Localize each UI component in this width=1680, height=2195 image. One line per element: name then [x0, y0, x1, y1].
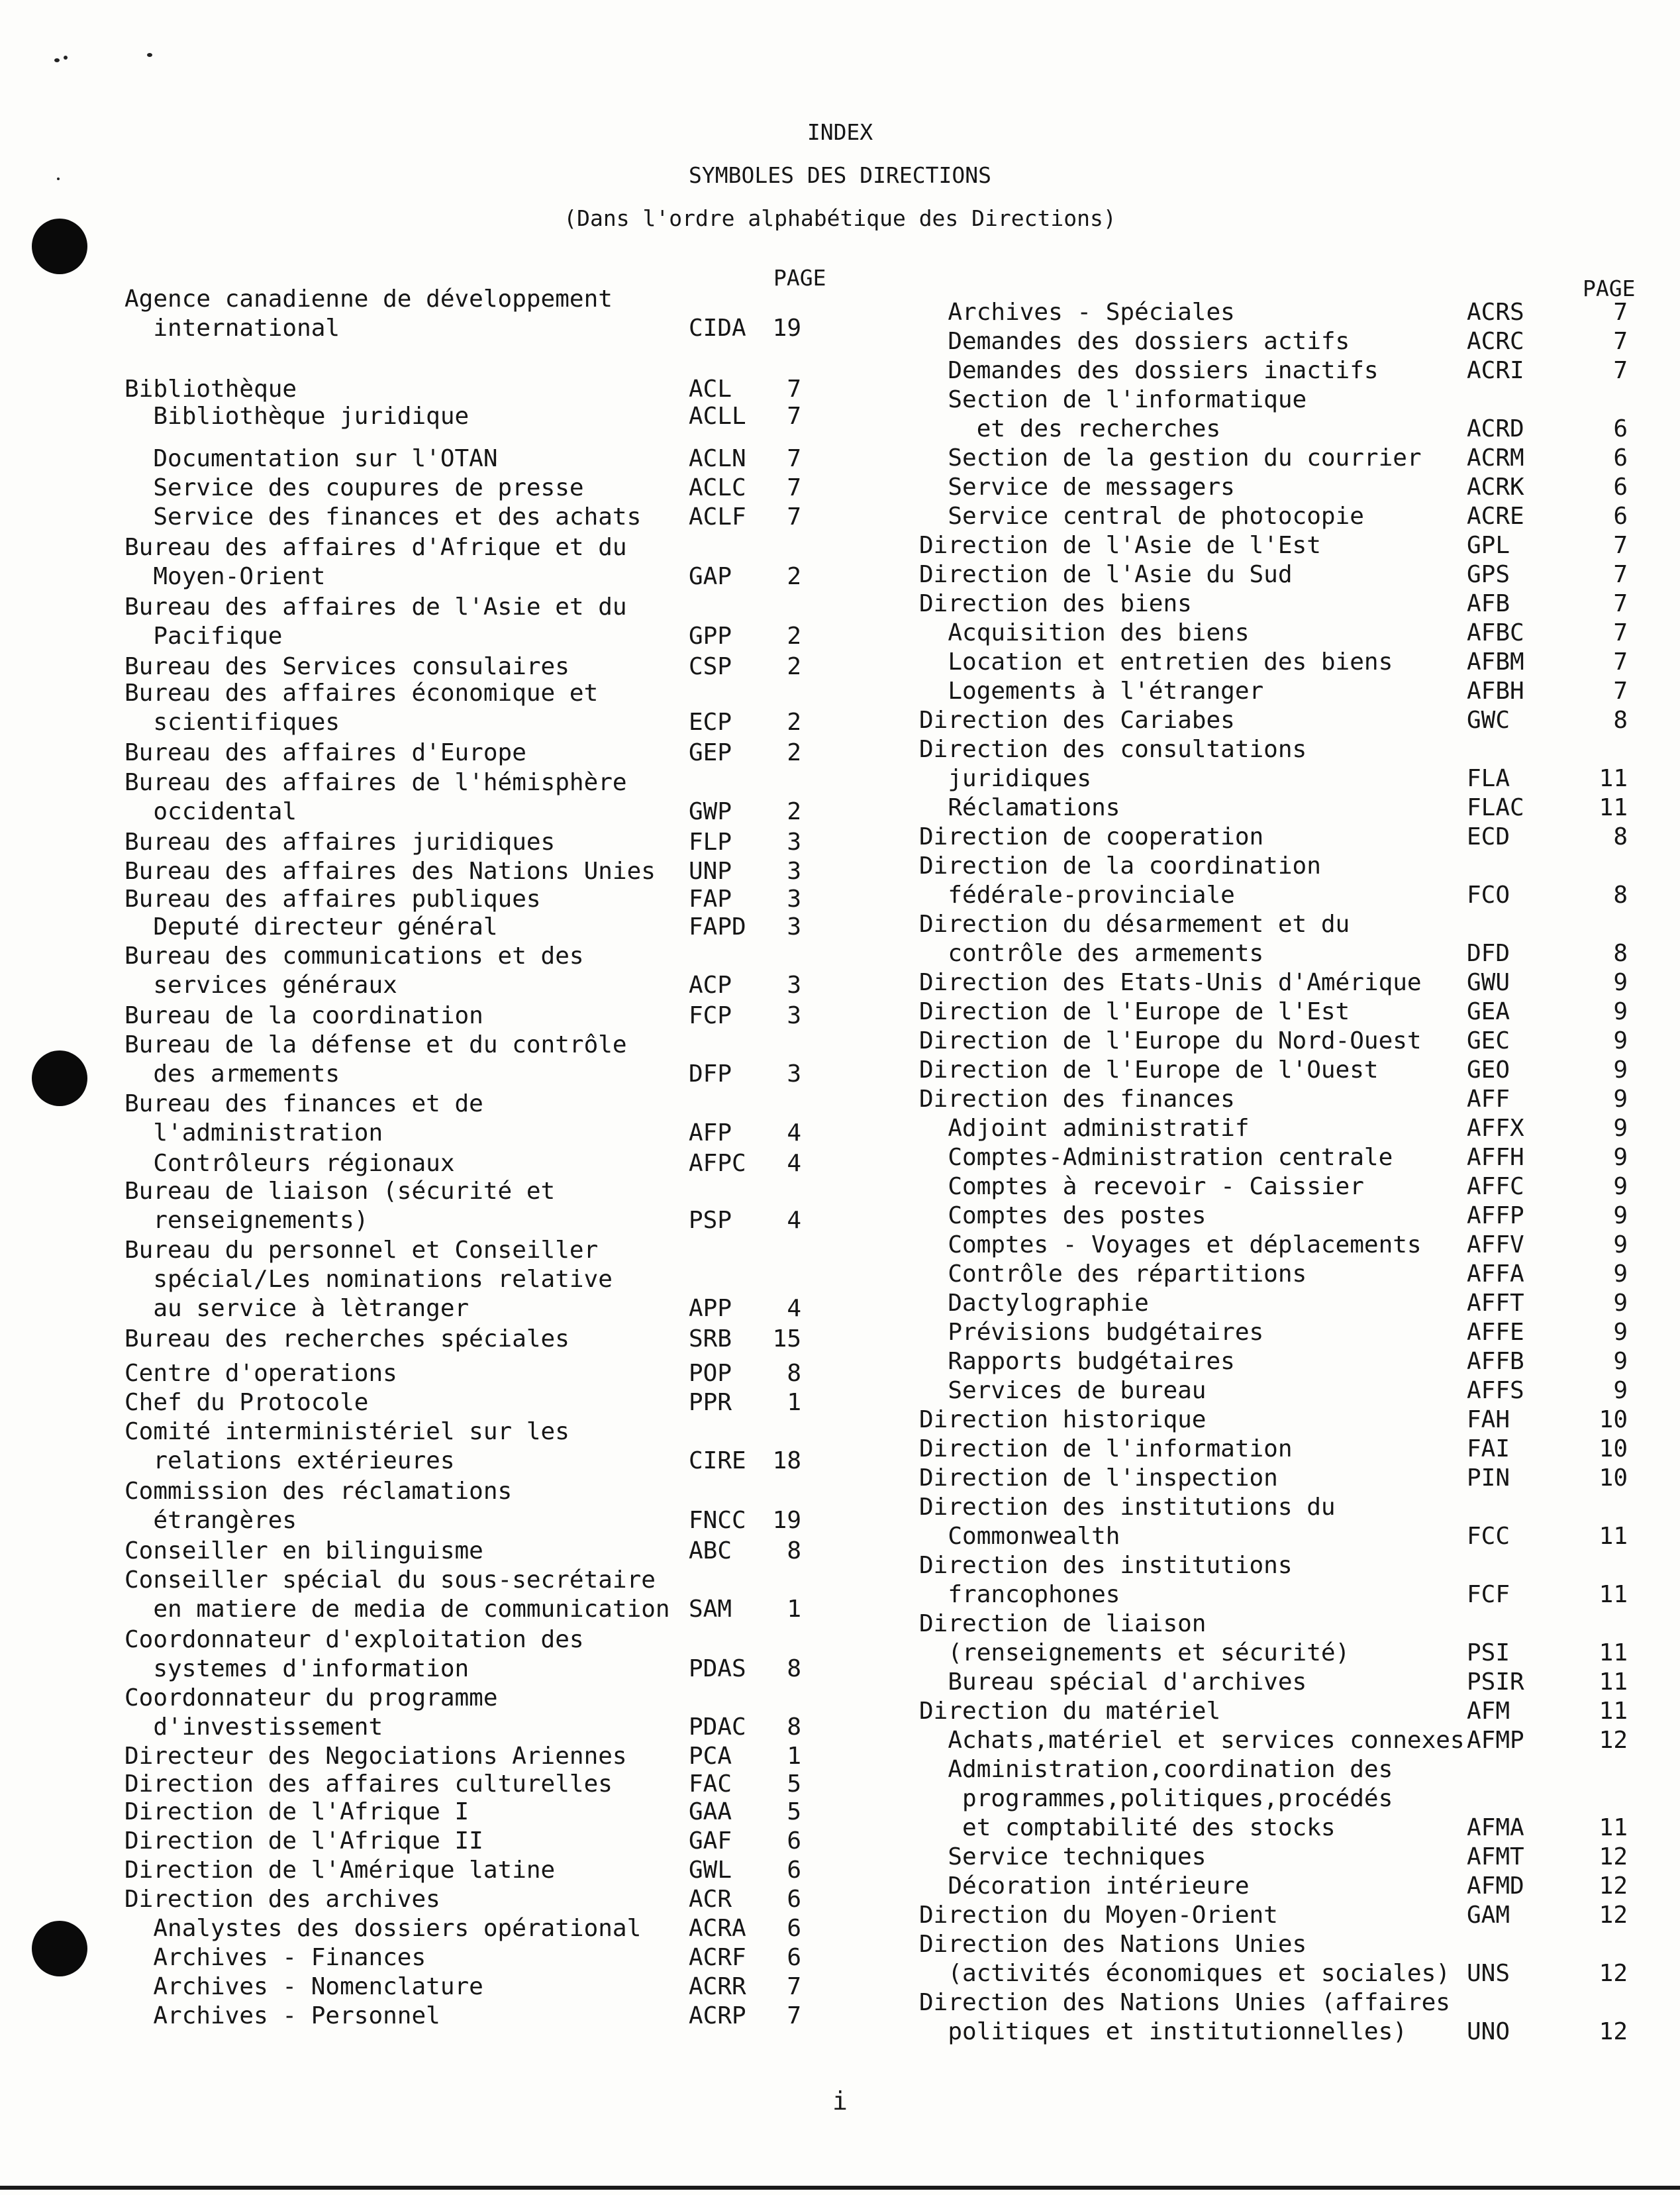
entry-name: Conseiller en bilinguisme	[124, 1537, 483, 1564]
entry-page-number: 3	[787, 829, 801, 856]
entry-name: Logements à l'étranger	[919, 678, 1264, 705]
entry-symbol: ACRA	[689, 1915, 746, 1942]
entry-symbol: AFFA	[1467, 1260, 1524, 1288]
entry-page-number: 10	[1599, 1464, 1628, 1492]
entry-page-number: 6	[787, 1944, 801, 1971]
entry-symbol: AFFV	[1467, 1231, 1524, 1258]
entry-name: Centre d'operations	[124, 1360, 397, 1387]
entry-name: Services de bureau	[919, 1377, 1207, 1404]
entry-name: Rapports budgétaires	[919, 1348, 1235, 1375]
entry-symbol: FLP	[689, 829, 732, 856]
entry-symbol: PSI	[1467, 1639, 1510, 1666]
entry-name: Direction des consultations juridiques	[919, 736, 1307, 792]
entry-name: Bibliothèque juridique	[124, 403, 469, 430]
entry-page-number: 7	[1613, 357, 1628, 384]
entry-page-number: 9	[1613, 1144, 1628, 1171]
entry-symbol: GEC	[1467, 1027, 1510, 1054]
entry-symbol: UNP	[689, 858, 732, 885]
entry-name: Achats,matériel et services connexes	[919, 1727, 1465, 1754]
entry-page-number: 2	[787, 739, 801, 766]
entry-page-number: 2	[787, 709, 801, 736]
entry-symbol: ACRI	[1467, 357, 1524, 384]
entry-symbol: FCP	[689, 1002, 732, 1029]
entry-page-number: 19	[772, 315, 801, 342]
entry-name: Section de la gestion du courrier	[919, 444, 1422, 472]
entry-name: Direction des Etats-Unis d'Amérique	[919, 969, 1422, 996]
punch-hole-bottom	[32, 1921, 87, 1976]
entry-name: Directeur des Negociations Ariennes	[124, 1743, 627, 1770]
entry-symbol: ACRE	[1467, 503, 1524, 530]
entry-symbol: AFM	[1467, 1698, 1510, 1725]
entry-symbol: ABC	[689, 1537, 732, 1564]
entry-name: Demandes des dossiers inactifs	[919, 357, 1379, 384]
entry-name: Bureau des affaires d'Afrique et du Moyen-Orient	[124, 534, 627, 590]
entry-page-number: 8	[787, 1537, 801, 1564]
entry-symbol: AFMT	[1467, 1843, 1524, 1870]
entry-name: Direction des Cariabes	[919, 707, 1235, 734]
entry-page-number: 9	[1613, 1348, 1628, 1375]
entry-page-number: 6	[787, 1886, 801, 1913]
entry-page-number: 6	[787, 1827, 801, 1855]
entry-name: Direction du matériel	[919, 1698, 1221, 1725]
entry-name: Coordonnateur d'exploitation des systemes d'information	[124, 1626, 584, 1682]
entry-symbol: AFFE	[1467, 1319, 1524, 1346]
entry-name: Direction de l'Amérique latine	[124, 1857, 556, 1884]
entry-symbol: FCC	[1467, 1523, 1510, 1550]
entry-symbol: FAPD	[689, 913, 746, 941]
entry-name: Direction des institutions francophones	[919, 1552, 1293, 1608]
entry-page-number: 11	[1599, 1581, 1628, 1608]
entry-name: Archives - Finances	[124, 1944, 426, 1971]
entry-page-number: 2	[787, 623, 801, 650]
entry-name: Direction de liaison (renseignements et sécurité)	[919, 1610, 1350, 1666]
entry-name: Acquisition des biens	[919, 619, 1250, 646]
entry-page-number: 7	[787, 376, 801, 403]
entry-page-number: 8	[787, 1360, 801, 1387]
entry-symbol: ACLL	[689, 403, 746, 430]
entry-symbol: FAP	[689, 886, 732, 913]
entry-page-number: 6	[787, 1857, 801, 1884]
entry-symbol: AFP	[689, 1119, 732, 1147]
entry-page-number: 9	[1613, 1027, 1628, 1054]
entry-page-number: 7	[787, 2002, 801, 2029]
entry-page-number: 12	[1599, 1960, 1628, 1987]
index-subtitle: SYMBOLES DES DIRECTIONS	[689, 162, 991, 188]
entry-symbol: ACRS	[1467, 299, 1524, 326]
entry-page-number: 8	[1613, 707, 1628, 734]
entry-symbol: AFB	[1467, 590, 1510, 617]
entry-symbol: AFMA	[1467, 1814, 1524, 1841]
entry-name: Archives - Spéciales	[919, 299, 1235, 326]
entry-name: Direction du désarmement et du contrôle des armements	[919, 911, 1350, 967]
entry-page-number: 11	[1599, 1639, 1628, 1666]
entry-name: Comptes des postes	[919, 1202, 1207, 1229]
entry-symbol: GWL	[689, 1857, 732, 1884]
entry-name: Commission des réclamations étrangères	[124, 1478, 513, 1534]
entry-page-number: 1	[787, 1389, 801, 1416]
entry-symbol: ECP	[689, 709, 732, 736]
entry-symbol: PDAC	[689, 1713, 746, 1741]
entry-name: Dactylographie	[919, 1290, 1149, 1317]
entry-symbol: FCO	[1467, 882, 1510, 909]
entry-symbol: ACLF	[689, 503, 746, 531]
entry-symbol: GPL	[1467, 532, 1510, 559]
entry-page-number: 2	[787, 563, 801, 590]
right-page-header: PAGE	[1583, 276, 1636, 301]
entry-symbol: PCA	[689, 1743, 732, 1770]
entry-symbol: AFFH	[1467, 1144, 1524, 1171]
entry-symbol: GAP	[689, 563, 732, 590]
entry-page-number: 6	[787, 1915, 801, 1942]
entry-symbol: AFFS	[1467, 1377, 1524, 1404]
entry-page-number: 11	[1599, 765, 1628, 792]
entry-symbol: CIRE	[689, 1447, 746, 1474]
entry-page-number: 7	[1613, 328, 1628, 355]
entry-symbol: PPR	[689, 1389, 732, 1416]
entry-page-number: 9	[1613, 1202, 1628, 1229]
entry-name: Bureau de liaison (sécurité et renseignements)	[124, 1178, 556, 1234]
entry-name: Bureau de la coordination	[124, 1002, 483, 1029]
entry-page-number: 3	[787, 1002, 801, 1029]
entry-name: Bureau des Services consulaires	[124, 653, 569, 680]
entry-page-number: 9	[1613, 998, 1628, 1025]
entry-name: Prévisions budgétaires	[919, 1319, 1264, 1346]
entry-page-number: 6	[1613, 444, 1628, 472]
entry-page-number: 9	[1613, 969, 1628, 996]
entry-name: Coordonnateur du programme d'investissement	[124, 1684, 498, 1741]
entry-symbol: ACRR	[689, 1973, 746, 2000]
entry-name: Comptes-Administration centrale	[919, 1144, 1393, 1171]
entry-page-number: 12	[1599, 1727, 1628, 1754]
entry-page-number: 9	[1613, 1231, 1628, 1258]
entry-page-number: 7	[1613, 590, 1628, 617]
entry-symbol: AFFX	[1467, 1115, 1524, 1142]
entry-page-number: 18	[772, 1447, 801, 1474]
entry-name: Bureau du personnel et Conseiller spécial/Les nominations relative au service à lètranger	[124, 1237, 613, 1322]
entry-name: Bureau de la défense et du contrôle des armements	[124, 1031, 627, 1088]
entry-symbol: GWC	[1467, 707, 1510, 734]
entry-symbol: ACP	[689, 972, 732, 999]
entry-page-number: 11	[1599, 1814, 1628, 1841]
entry-name: Direction de l'information	[919, 1435, 1293, 1462]
entry-page-number: 9	[1613, 1173, 1628, 1200]
entry-name: Demandes des dossiers actifs	[919, 328, 1350, 355]
entry-symbol: FLAC	[1467, 794, 1524, 821]
entry-name: Bureau des finances et de l'administration	[124, 1090, 483, 1147]
entry-name: Comptes - Voyages et déplacements	[919, 1231, 1422, 1258]
entry-name: Bureau des affaires de l'hémisphère occidental	[124, 769, 627, 825]
entry-page-number: 9	[1613, 1319, 1628, 1346]
entry-symbol: ACRP	[689, 2002, 746, 2029]
entry-symbol: GEA	[1467, 998, 1510, 1025]
entry-symbol: GEO	[1467, 1056, 1510, 1084]
entry-symbol: FLA	[1467, 765, 1510, 792]
entry-name: Direction du Moyen-Orient	[919, 1902, 1278, 1929]
scan-speck	[54, 58, 60, 62]
scan-speck	[147, 53, 152, 57]
entry-page-number: 11	[1599, 1668, 1628, 1696]
entry-symbol: SAM	[689, 1596, 732, 1623]
entry-name: Direction de l'Asie du Sud	[919, 561, 1293, 588]
entry-symbol: GAF	[689, 1827, 732, 1855]
entry-name: Direction de l'Europe du Nord-Ouest	[919, 1027, 1422, 1054]
entry-name: Agence canadienne de développement international	[124, 285, 613, 342]
entry-page-number: 9	[1613, 1115, 1628, 1142]
entry-page-number: 3	[787, 1060, 801, 1088]
entry-page-number: 4	[787, 1150, 801, 1177]
entry-symbol: ACRC	[1467, 328, 1524, 355]
entry-page-number: 7	[787, 403, 801, 430]
entry-name: Direction de l'Europe de l'Ouest	[919, 1056, 1379, 1084]
entry-page-number: 10	[1599, 1406, 1628, 1433]
entry-name: Direction de l'inspection	[919, 1464, 1278, 1492]
entry-symbol: UNS	[1467, 1960, 1510, 1987]
entry-symbol: GEP	[689, 739, 732, 766]
entry-name: Direction des institutions du Commonwealth	[919, 1494, 1336, 1550]
scan-speck	[64, 56, 68, 60]
entry-symbol: DFD	[1467, 940, 1510, 967]
entry-name: Location et entretien des biens	[919, 648, 1393, 676]
entry-name: Bureau des communications et des services généraux	[124, 943, 584, 999]
entry-name: Décoration intérieure	[919, 1872, 1250, 1900]
entry-name: Service central de photocopie	[919, 503, 1364, 530]
entry-page-number: 1	[787, 1596, 801, 1623]
entry-name: Direction des finances	[919, 1086, 1235, 1113]
entry-page-number: 4	[787, 1119, 801, 1147]
entry-page-number: 9	[1613, 1056, 1628, 1084]
entry-symbol: PSP	[689, 1207, 732, 1234]
entry-page-number: 8	[1613, 940, 1628, 967]
entry-page-number: 10	[1599, 1435, 1628, 1462]
entry-name: Bureau des affaires d'Europe	[124, 739, 526, 766]
entry-name: Administration,coordination des programmes,politiques,procédés et comptabilité des stocks	[948, 1756, 1393, 1841]
entry-page-number: 11	[1599, 794, 1628, 821]
entry-name: Comité interministériel sur les relations extérieures	[124, 1418, 569, 1474]
entry-name: Direction historique	[919, 1406, 1207, 1433]
entry-name: Direction des biens	[919, 590, 1192, 617]
entry-symbol: ACR	[689, 1886, 732, 1913]
entry-name: Direction de l'Europe de l'Est	[919, 998, 1350, 1025]
entry-page-number: 3	[787, 972, 801, 999]
index-note: (Dans l'ordre alphabétique des Directions)	[564, 205, 1116, 231]
entry-symbol: GAM	[1467, 1902, 1510, 1929]
entry-name: Documentation sur l'OTAN	[124, 445, 498, 472]
entry-symbol: PIN	[1467, 1464, 1510, 1492]
entry-symbol: UNO	[1467, 2018, 1510, 2045]
entry-page-number: 8	[787, 1655, 801, 1682]
entry-symbol: GPP	[689, 623, 732, 650]
entry-page-number: 2	[787, 653, 801, 680]
entry-symbol: AFMD	[1467, 1872, 1524, 1900]
entry-name: Adjoint administratif	[919, 1115, 1250, 1142]
entry-name: Direction de l'Afrique II	[124, 1827, 483, 1855]
entry-name: Comptes à recevoir - Caissier	[919, 1173, 1364, 1200]
entry-symbol: ECD	[1467, 823, 1510, 850]
entry-name: Service de messagers	[919, 474, 1235, 501]
entry-symbol: FCF	[1467, 1581, 1510, 1608]
entry-symbol: FNCC	[689, 1507, 746, 1534]
entry-page-number: 5	[787, 1770, 801, 1798]
entry-symbol: FAI	[1467, 1435, 1510, 1462]
entry-page-number: 9	[1613, 1086, 1628, 1113]
entry-symbol: AFFP	[1467, 1202, 1524, 1229]
entry-page-number: 9	[1613, 1260, 1628, 1288]
entry-page-number: 5	[787, 1798, 801, 1825]
entry-page-number: 6	[1613, 503, 1628, 530]
entry-page-number: 8	[787, 1713, 801, 1741]
entry-page-number: 7	[787, 445, 801, 472]
entry-page-number: 3	[787, 913, 801, 941]
entry-symbol: CSP	[689, 653, 732, 680]
entry-page-number: 1	[787, 1743, 801, 1770]
entry-name: Direction des Nations Unies (activités économiques et sociales)	[919, 1931, 1450, 1987]
entry-symbol: APP	[689, 1295, 732, 1322]
entry-page-number: 9	[1613, 1290, 1628, 1317]
entry-page-number: 2	[787, 798, 801, 825]
entry-page-number: 19	[772, 1507, 801, 1534]
entry-page-number: 15	[772, 1325, 801, 1353]
entry-name: Bureau des affaires des Nations Unies	[124, 858, 656, 885]
entry-page-number: 6	[1613, 474, 1628, 501]
entry-page-number: 7	[787, 474, 801, 501]
entry-name: Contrôleurs régionaux	[124, 1150, 455, 1177]
entry-page-number: 12	[1599, 1872, 1628, 1900]
entry-symbol: GWP	[689, 798, 732, 825]
entry-symbol: ACLC	[689, 474, 746, 501]
entry-page-number: 11	[1599, 1698, 1628, 1725]
entry-symbol: ACRF	[689, 1944, 746, 1971]
entry-page-number: 7	[1613, 299, 1628, 326]
entry-name: Archives - Personnel	[124, 2002, 440, 2029]
entry-name: Direction de l'Afrique I	[124, 1798, 469, 1825]
entry-symbol: ACRD	[1467, 415, 1524, 442]
entry-page-number: 12	[1599, 1902, 1628, 1929]
entry-symbol: AFBM	[1467, 648, 1524, 676]
entry-symbol: ACL	[689, 376, 732, 403]
entry-name: Service des coupures de presse	[124, 474, 584, 501]
entry-name: Bureau spécial d'archives	[919, 1668, 1307, 1696]
entry-page-number: 4	[787, 1207, 801, 1234]
entry-name: Deputé directeur général	[124, 913, 498, 941]
entry-symbol: ACRK	[1467, 474, 1524, 501]
entry-page-number: 4	[787, 1295, 801, 1322]
entry-symbol: AFMP	[1467, 1727, 1524, 1754]
entry-name: Bureau des recherches spéciales	[124, 1325, 569, 1353]
entry-symbol: AFFT	[1467, 1290, 1524, 1317]
left-page-header: PAGE	[773, 265, 826, 291]
entry-symbol: AFFB	[1467, 1348, 1524, 1375]
entry-page-number: 3	[787, 886, 801, 913]
entry-page-number: 7	[1613, 648, 1628, 676]
entry-name: Réclamations	[919, 794, 1120, 821]
entry-symbol: AFBC	[1467, 619, 1524, 646]
bottom-edge-rule	[0, 2186, 1680, 2190]
entry-name: Direction des archives	[124, 1886, 440, 1913]
entry-name: Direction des Nations Unies (affaires politiques et institutionnelles)	[919, 1989, 1450, 2045]
entry-name: Section de l'informatique et des recherches	[948, 386, 1307, 442]
punch-hole-middle	[32, 1050, 87, 1106]
entry-page-number: 11	[1599, 1523, 1628, 1550]
entry-page-number: 9	[1613, 1377, 1628, 1404]
entry-symbol: CIDA	[689, 315, 746, 342]
entry-page-number: 8	[1613, 823, 1628, 850]
entry-name: Bureau des affaires publiques	[124, 886, 541, 913]
entry-symbol: AFBH	[1467, 678, 1524, 705]
page-number: i	[832, 2086, 848, 2116]
entry-name: Bureau des affaires juridiques	[124, 829, 556, 856]
entry-symbol: SRB	[689, 1325, 732, 1353]
entry-page-number: 7	[1613, 678, 1628, 705]
entry-symbol: ACRM	[1467, 444, 1524, 472]
entry-name: Direction de l'Asie de l'Est	[919, 532, 1321, 559]
entry-symbol: FAC	[689, 1770, 732, 1798]
entry-name: Archives - Nomenclature	[124, 1973, 483, 2000]
entry-name: Direction des affaires culturelles	[124, 1770, 613, 1798]
entry-name: Direction de la coordination fédérale-provinciale	[919, 852, 1321, 909]
entry-symbol: DFP	[689, 1060, 732, 1088]
entry-name: Conseiller spécial du sous-secrétaire en matiere de media de communication	[124, 1566, 670, 1623]
entry-symbol: PSIR	[1467, 1668, 1524, 1696]
entry-symbol: GWU	[1467, 969, 1510, 996]
entry-name: Chef du Protocole	[124, 1389, 369, 1416]
entry-symbol: GPS	[1467, 561, 1510, 588]
entry-name: Direction de cooperation	[919, 823, 1264, 850]
entry-name: Bureau des affaires de l'Asie et du Pacifique	[124, 593, 627, 650]
entry-symbol: FAH	[1467, 1406, 1510, 1433]
entry-page-number: 3	[787, 858, 801, 885]
entry-name: Bibliothèque	[124, 376, 297, 403]
entry-page-number: 8	[1613, 882, 1628, 909]
entry-symbol: GAA	[689, 1798, 732, 1825]
entry-name: Contrôle des répartitions	[919, 1260, 1307, 1288]
entry-name: Service techniques	[919, 1843, 1207, 1870]
entry-symbol: POP	[689, 1360, 732, 1387]
entry-page-number: 7	[787, 503, 801, 531]
entry-page-number: 6	[1613, 415, 1628, 442]
index-title: INDEX	[807, 119, 873, 145]
entry-symbol: PDAS	[689, 1655, 746, 1682]
entry-page-number: 7	[787, 1973, 801, 2000]
entry-name: Service des finances et des achats	[124, 503, 642, 531]
entry-page-number: 12	[1599, 1843, 1628, 1870]
entry-symbol: ACLN	[689, 445, 746, 472]
entry-symbol: AFPC	[689, 1150, 746, 1177]
entry-symbol: AFF	[1467, 1086, 1510, 1113]
entry-page-number: 7	[1613, 619, 1628, 646]
entry-page-number: 12	[1599, 2018, 1628, 2045]
entry-name: Analystes des dossiers opérational	[124, 1915, 642, 1942]
entry-name: Bureau des affaires économique et scientifiques	[124, 680, 599, 736]
entry-page-number: 7	[1613, 532, 1628, 559]
entry-page-number: 7	[1613, 561, 1628, 588]
entry-symbol: AFFC	[1467, 1173, 1524, 1200]
